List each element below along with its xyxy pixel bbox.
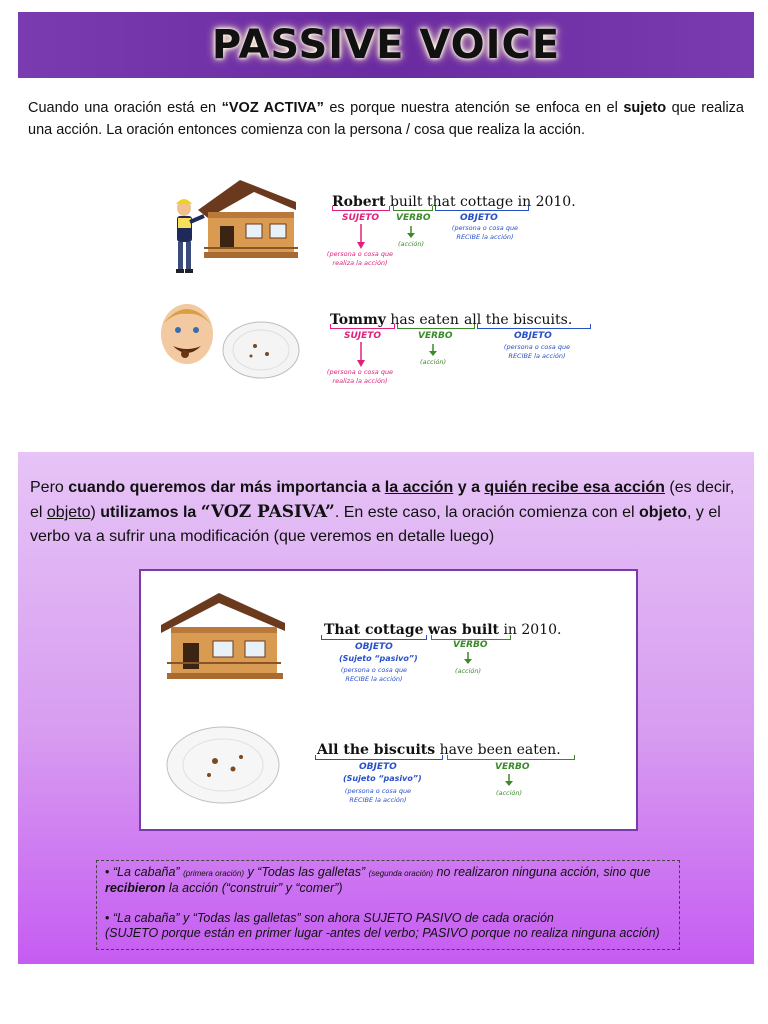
sujeto-label: SUJETO <box>344 331 382 341</box>
note-item-1 <box>105 865 671 896</box>
note-text: la acción (“construir” y “comer”) <box>165 881 343 895</box>
note-line: RECIBE la acción) <box>456 233 514 241</box>
note-line: (persona o cosa que <box>326 368 394 376</box>
boy-image <box>161 304 213 364</box>
note-item-2 <box>105 911 675 941</box>
subject-bracket <box>332 206 390 211</box>
verb-bracket <box>397 324 475 329</box>
sujeto-pasivo-label: (Sujeto “pasivo”) <box>343 774 422 783</box>
verb-bracket <box>447 755 575 760</box>
objeto-note <box>329 666 419 684</box>
bullet: • <box>105 865 110 879</box>
objeto-note <box>492 343 582 361</box>
note-small: (primera oración) <box>183 869 244 878</box>
subject-bracket <box>330 324 395 329</box>
sentence-subject: Tommy <box>330 312 386 328</box>
passive-bold: cuando queremos dar más importancia a <box>68 479 385 496</box>
accion-note: (acción) <box>495 789 523 797</box>
sentence-subject: Robert <box>332 194 386 210</box>
page-title: PASSIVE VOICE <box>211 22 561 68</box>
sentence-verb: has eaten <box>390 312 459 328</box>
intro-text: Cuando una oración está en <box>28 100 222 116</box>
sentence-object: all the biscuits <box>463 312 568 328</box>
passive-underline-objeto: objeto <box>46 504 91 521</box>
objeto-label: OBJETO <box>355 642 393 652</box>
passive-bold: utilizamos la <box>100 504 201 521</box>
sentence-object: That cottage <box>324 622 424 638</box>
note-line: RECIBE la acción) <box>345 675 403 683</box>
intro-text: es porque nuestra atención se enfoca en el <box>323 100 624 116</box>
verbo-arrow-icon <box>428 344 438 357</box>
objeto-label: OBJETO <box>359 762 397 772</box>
passive-text: . En este caso, la oración comienza con el <box>334 504 639 521</box>
worker-cottage-illustration <box>168 172 300 280</box>
object-bracket <box>435 206 529 211</box>
note-text: “La cabaña” <box>112 865 180 879</box>
accion-note: (acción) <box>419 358 447 366</box>
verbo-arrow-icon <box>504 774 514 787</box>
objeto-label: OBJETO <box>460 213 498 223</box>
verbo-label: VERBO <box>495 762 530 772</box>
verb-bracket <box>393 206 433 211</box>
intro-sujeto: sujeto <box>623 100 667 116</box>
sujeto-note <box>318 368 402 386</box>
sentence-object: All the biscuits <box>317 742 436 758</box>
sujeto-pasivo-label: (Sujeto “pasivo”) <box>339 654 418 663</box>
verbo-label: VERBO <box>418 331 453 341</box>
passive-underline-accion: la acción <box>384 479 454 496</box>
sujeto-note <box>318 250 402 268</box>
passive-examples-box <box>139 569 638 831</box>
boy-plate-illustration <box>155 298 300 382</box>
sentence-verb: have been eaten <box>439 742 557 758</box>
note-line: realiza la acción) <box>332 377 388 385</box>
verbo-arrow-icon <box>406 226 416 239</box>
note-text: no realizaron ninguna acción, sino que <box>433 865 651 879</box>
note-line: RECIBE la acción) <box>349 796 407 804</box>
passive-voice-panel <box>18 452 754 964</box>
verbo-arrow-icon <box>463 652 473 665</box>
sujeto-arrow-icon <box>356 342 366 368</box>
passive-intro-paragraph <box>30 476 746 549</box>
passive-bold-objeto: objeto <box>639 504 687 521</box>
accion-note: (acción) <box>454 667 482 675</box>
passive-text: , y el verbo va a sufrir una modificación (que veremos en detalle luego) <box>30 504 721 545</box>
passive-underline-quien: quién recibe esa acción <box>484 479 665 496</box>
objeto-note <box>440 224 530 242</box>
cottage-image <box>157 589 289 683</box>
object-bracket <box>315 755 443 760</box>
sentence-object: that cottage <box>426 194 514 210</box>
plate-image <box>223 322 299 378</box>
title-banner <box>18 12 754 78</box>
intro-voz-activa: “VOZ ACTIVA” <box>221 100 324 116</box>
sentence-rest: in 2010. <box>517 194 576 210</box>
sujeto-arrow-icon <box>356 224 366 250</box>
note-small: (segunda oración) <box>368 869 434 878</box>
accion-note: (acción) <box>397 240 425 248</box>
object-bracket <box>477 324 591 329</box>
note-line: (persona o cosa que <box>503 343 571 351</box>
cottage-image <box>198 180 298 258</box>
sentence-rest: in 2010. <box>503 622 562 638</box>
passive-text: ) <box>90 504 101 521</box>
note-line: (persona o cosa que <box>340 666 408 674</box>
passive-voz-pasiva: “VOZ PASIVA” <box>200 502 335 522</box>
sentence-rest: . <box>556 742 561 758</box>
sentence-verb: built <box>389 194 423 210</box>
sentence-verb: was built <box>428 622 499 638</box>
passive-bold: y a <box>453 479 485 496</box>
sujeto-label: SUJETO <box>342 213 380 223</box>
intro-text: que realiza una acción. La oración entonces comienza con la persona / cosa que realiza la acción. <box>28 100 744 138</box>
note-line: (persona o cosa que <box>344 787 412 795</box>
verbo-label: VERBO <box>453 640 488 650</box>
objeto-label: OBJETO <box>514 331 552 341</box>
note-text: (SUJETO porque están en primer lugar -antes del verbo; PASIVO porque no realiza ninguna acción) <box>105 926 660 940</box>
plate-image <box>163 723 283 807</box>
note-bold-recibieron: recibieron <box>105 881 166 895</box>
note-text: “La cabaña” y “Todas las galletas” son ahora SUJETO PASIVO de cada oración <box>112 911 554 925</box>
object-bracket <box>321 635 427 640</box>
verbo-label: VERBO <box>396 213 431 223</box>
notes-box <box>96 860 680 950</box>
sentence-rest: . <box>567 312 573 328</box>
note-text: y “Todas las galletas” <box>243 865 366 879</box>
note-line: realiza la acción) <box>332 259 388 267</box>
intro-paragraph <box>28 97 744 141</box>
bullet: • <box>105 911 110 925</box>
note-line: RECIBE la acción) <box>508 352 566 360</box>
passive-text: (es decir, el <box>30 479 735 521</box>
objeto-note <box>333 787 423 805</box>
passive-text: Pero <box>30 479 69 496</box>
note-line: (persona o cosa que <box>326 250 394 258</box>
note-line: (persona o cosa que <box>451 224 519 232</box>
